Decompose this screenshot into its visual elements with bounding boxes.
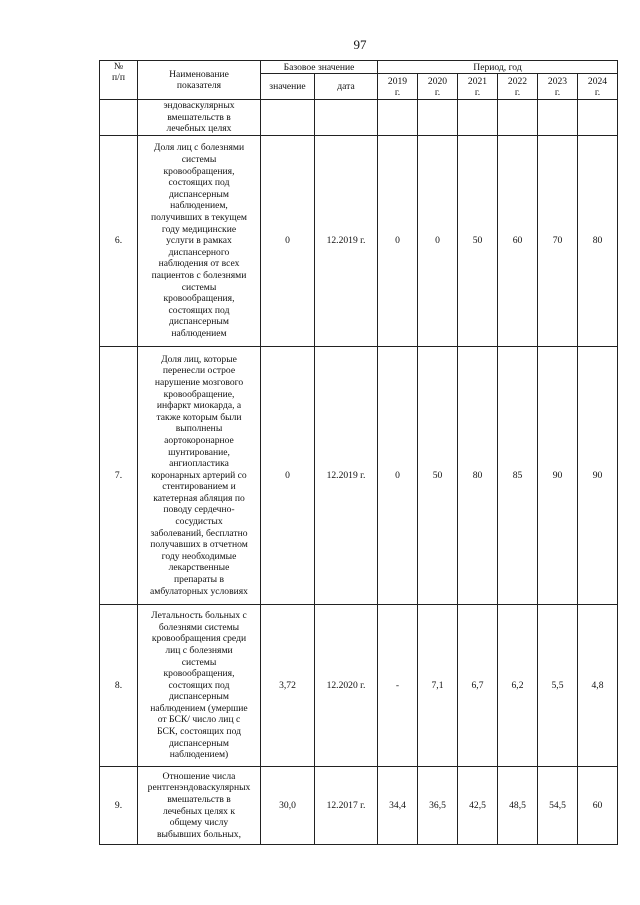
row-year-value: 85 (498, 347, 538, 605)
header-year: 2020 г. (418, 74, 458, 100)
row-year-value (498, 100, 538, 136)
row-year-value (418, 100, 458, 136)
row-year-value: 42,5 (458, 767, 498, 845)
row-date: 12.2019 г. (315, 347, 378, 605)
row-year-value: 0 (378, 136, 418, 347)
row-year-value: 54,5 (538, 767, 578, 845)
row-year-value: 34,4 (378, 767, 418, 845)
row-value: 30,0 (261, 767, 315, 845)
row-num: 8. (100, 605, 138, 767)
row-year-value: 0 (418, 136, 458, 347)
table-row (100, 100, 618, 136)
row-year-value: 50 (458, 136, 498, 347)
table-row (100, 605, 618, 767)
header-num: № п/п (100, 61, 138, 100)
page-number: 97 (353, 37, 367, 52)
row-date: 12.2019 г. (315, 136, 378, 347)
row-year-value: 60 (578, 767, 618, 845)
row-year-value: 50 (418, 347, 458, 605)
row-year-value (458, 100, 498, 136)
row-year-value: 0 (378, 347, 418, 605)
row-year-value (578, 100, 618, 136)
header-year: 2021 г. (458, 74, 498, 100)
table-row (100, 347, 618, 605)
row-name: Доля лиц с болезнями системы кровообращения, состоящих под диспансерным наблюдением, получивших в текущем году медицинские услуги в рамках диспансерного наблюдения от всех пациентов с болезнями системы кровообращения, состоящих под диспансерным наблюдением (138, 136, 261, 347)
row-year-value: - (378, 605, 418, 767)
row-year-value: 7,1 (418, 605, 458, 767)
header-base: Базовое значение (261, 61, 378, 74)
row-name: Доля лиц, которые перенесли острое нарушение мозгового кровообращение, инфаркт миокарда, а также которым были выполнены аортокоронарное шунтирование, ангиопластика коронарных артерий со стентированием и катетерная абляция по поводу сердечно- сосудистых заболеваний, бесплатно получавших в отчетном году необходимые лекарственные препараты в амбулаторных условиях (138, 347, 261, 605)
row-date (315, 100, 378, 136)
row-year-value: 60 (498, 136, 538, 347)
row-year-value: 6,7 (458, 605, 498, 767)
row-year-value: 90 (538, 347, 578, 605)
header-date: дата (315, 74, 378, 100)
row-year-value: 4,8 (578, 605, 618, 767)
row-year-value (378, 100, 418, 136)
row-num: 9. (100, 767, 138, 845)
row-value (261, 100, 315, 136)
indicators-table (99, 60, 618, 845)
row-year-value: 36,5 (418, 767, 458, 845)
row-year-value: 90 (578, 347, 618, 605)
row-year-value: 80 (578, 136, 618, 347)
row-value: 3,72 (261, 605, 315, 767)
header-year: 2023 г. (538, 74, 578, 100)
header-year: 2022 г. (498, 74, 538, 100)
row-year-value: 80 (458, 347, 498, 605)
row-year-value: 5,5 (538, 605, 578, 767)
row-year-value: 6,2 (498, 605, 538, 767)
row-num (100, 100, 138, 136)
row-year-value: 70 (538, 136, 578, 347)
row-date: 12.2020 г. (315, 605, 378, 767)
row-num: 6. (100, 136, 138, 347)
header-period: Период, год (378, 61, 618, 74)
header-year: 2019 г. (378, 74, 418, 100)
row-value: 0 (261, 136, 315, 347)
row-name: Отношение числа рентгенэндоваскулярных вмешательств в лечебных целях к общему числу выбывших больных, (138, 767, 261, 845)
row-num: 7. (100, 347, 138, 605)
table-row (100, 136, 618, 347)
row-value: 0 (261, 347, 315, 605)
row-name: эндоваскулярных вмешательств в лечебных целях (138, 100, 261, 136)
header-value: значение (261, 74, 315, 100)
table-row (100, 767, 618, 845)
row-date: 12.2017 г. (315, 767, 378, 845)
row-year-value: 48,5 (498, 767, 538, 845)
row-year-value (538, 100, 578, 136)
header-year: 2024 г. (578, 74, 618, 100)
header-name: Наименование показателя (138, 61, 261, 100)
row-name: Летальность больных с болезнями системы кровообращения среди лиц с болезнями системы кровообращения, состоящих под диспансерным наблюдением (умершие от БСК/ число лиц с БСК, состоящих под диспансерным наблюдением) (138, 605, 261, 767)
